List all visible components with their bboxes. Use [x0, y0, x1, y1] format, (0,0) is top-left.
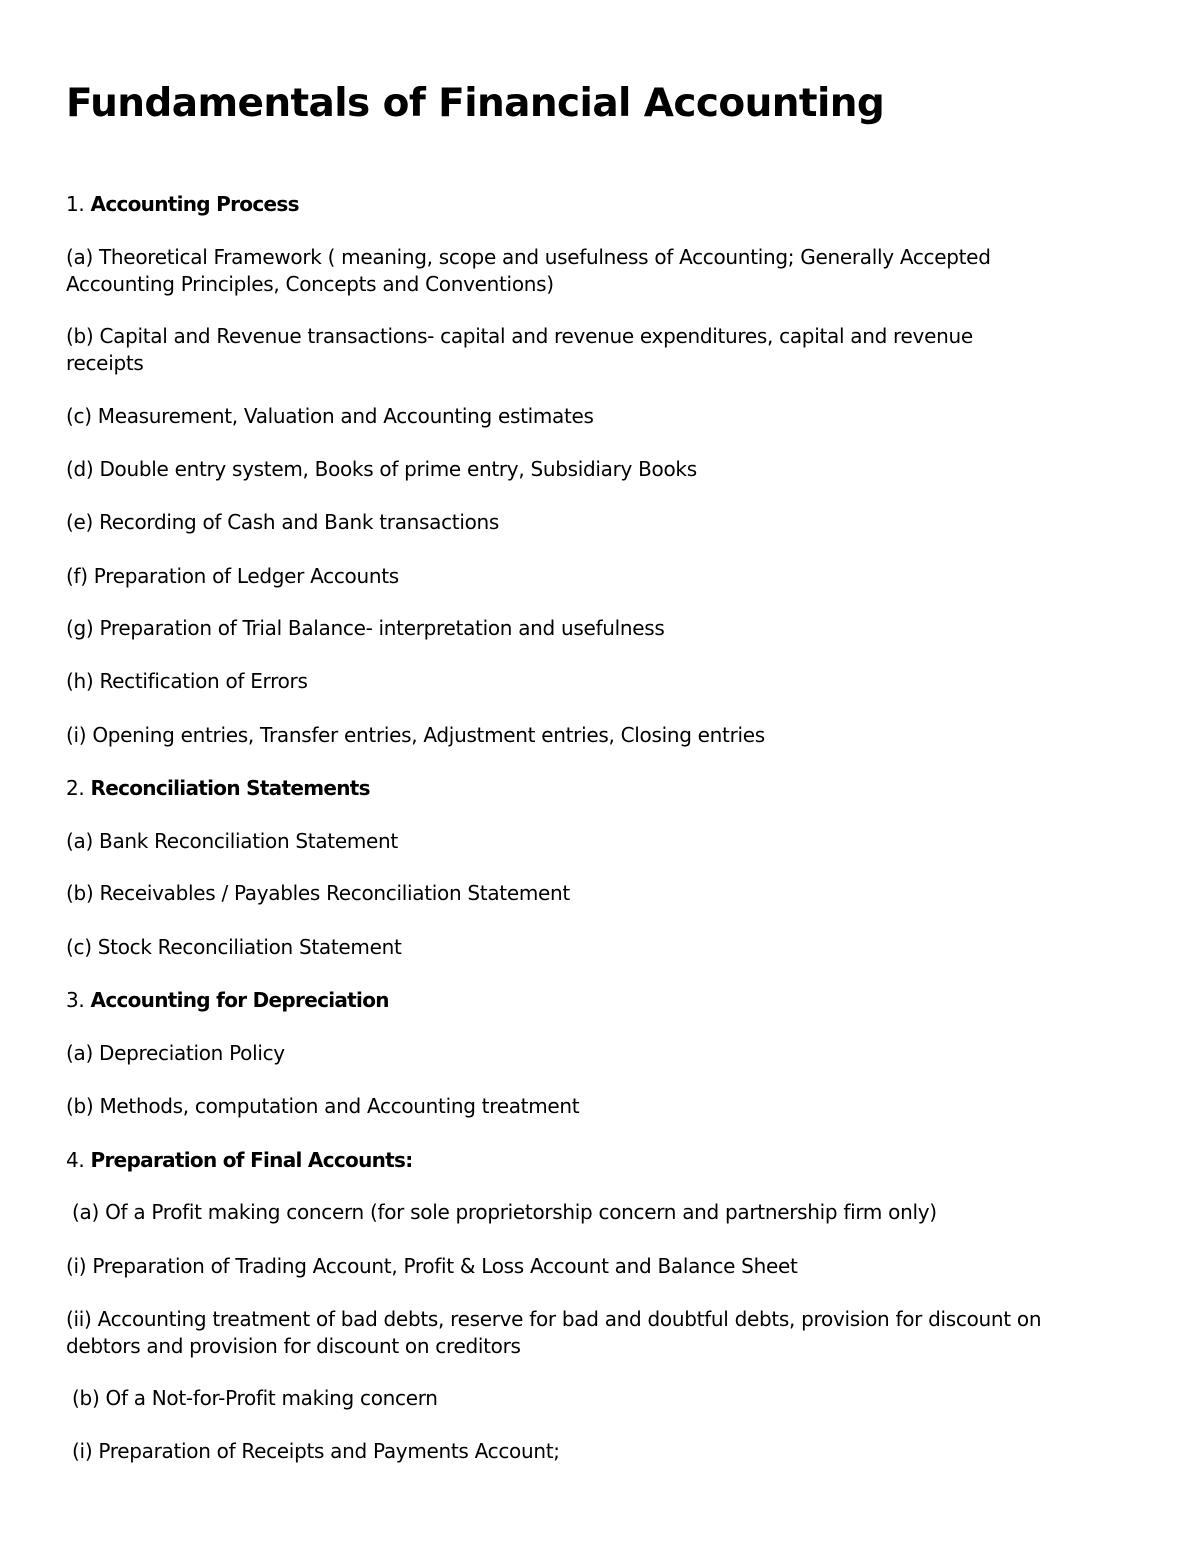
- list-item: (b) Methods, computation and Accounting treatment: [66, 1094, 580, 1118]
- section-heading: [66, 191, 299, 218]
- list-item: (a) Theoretical Framework ( meaning, scope and usefulness of Accounting; Generally Accepted Accounting Principles, Concepts and Conventions): [66, 245, 991, 296]
- section-title: Reconciliation Statements: [90, 776, 370, 800]
- list-item: (f) Preparation of Ledger Accounts: [66, 564, 399, 588]
- section-number: 3.: [66, 988, 91, 1012]
- list-item: (d) Double entry system, Books of prime entry, Subsidiary Books: [66, 457, 697, 481]
- list-item: (h) Rectification of Errors: [66, 669, 308, 693]
- page-title: Fundamentals of Financial Accounting: [66, 81, 885, 126]
- section-number: 1.: [66, 192, 91, 216]
- list-item: (b) Capital and Revenue transactions- capital and revenue expenditures, capital and revenue receipts: [66, 324, 973, 375]
- list-item: (b) Receivables / Payables Reconciliation Statement: [66, 881, 570, 905]
- list-item: (i) Opening entries, Transfer entries, Adjustment entries, Closing entries: [66, 723, 765, 747]
- section-heading: [66, 987, 389, 1014]
- section-number: 4.: [66, 1148, 91, 1172]
- list-item: (i) Preparation of Receipts and Payments Account;: [66, 1439, 560, 1463]
- list-item: (c) Stock Reconciliation Statement: [66, 935, 402, 959]
- list-item: (c) Measurement, Valuation and Accounting estimates: [66, 404, 594, 428]
- list-item: (a) Bank Reconciliation Statement: [66, 829, 398, 853]
- section-heading: [66, 1147, 413, 1174]
- section-title: Preparation of Final Accounts:: [90, 1148, 413, 1172]
- section-title: Accounting for Depreciation: [90, 988, 389, 1012]
- list-item: (i) Preparation of Trading Account, Profit & Loss Account and Balance Sheet: [66, 1254, 798, 1278]
- list-item: (ii) Accounting treatment of bad debts, reserve for bad and doubtful debts, provision for discount on debtors and provision for discount on creditors: [66, 1307, 1042, 1358]
- list-item: (a) Of a Profit making concern (for sole proprietorship concern and partnership firm only): [66, 1200, 937, 1224]
- list-item: (a) Depreciation Policy: [66, 1041, 285, 1065]
- section-heading: [66, 775, 370, 802]
- section-number: 2.: [66, 776, 91, 800]
- list-item: (b) Of a Not-for-Profit making concern: [66, 1386, 438, 1410]
- list-item: (g) Preparation of Trial Balance- interpretation and usefulness: [66, 616, 665, 640]
- list-item: (e) Recording of Cash and Bank transactions: [66, 510, 500, 534]
- section-title: Accounting Process: [90, 192, 299, 216]
